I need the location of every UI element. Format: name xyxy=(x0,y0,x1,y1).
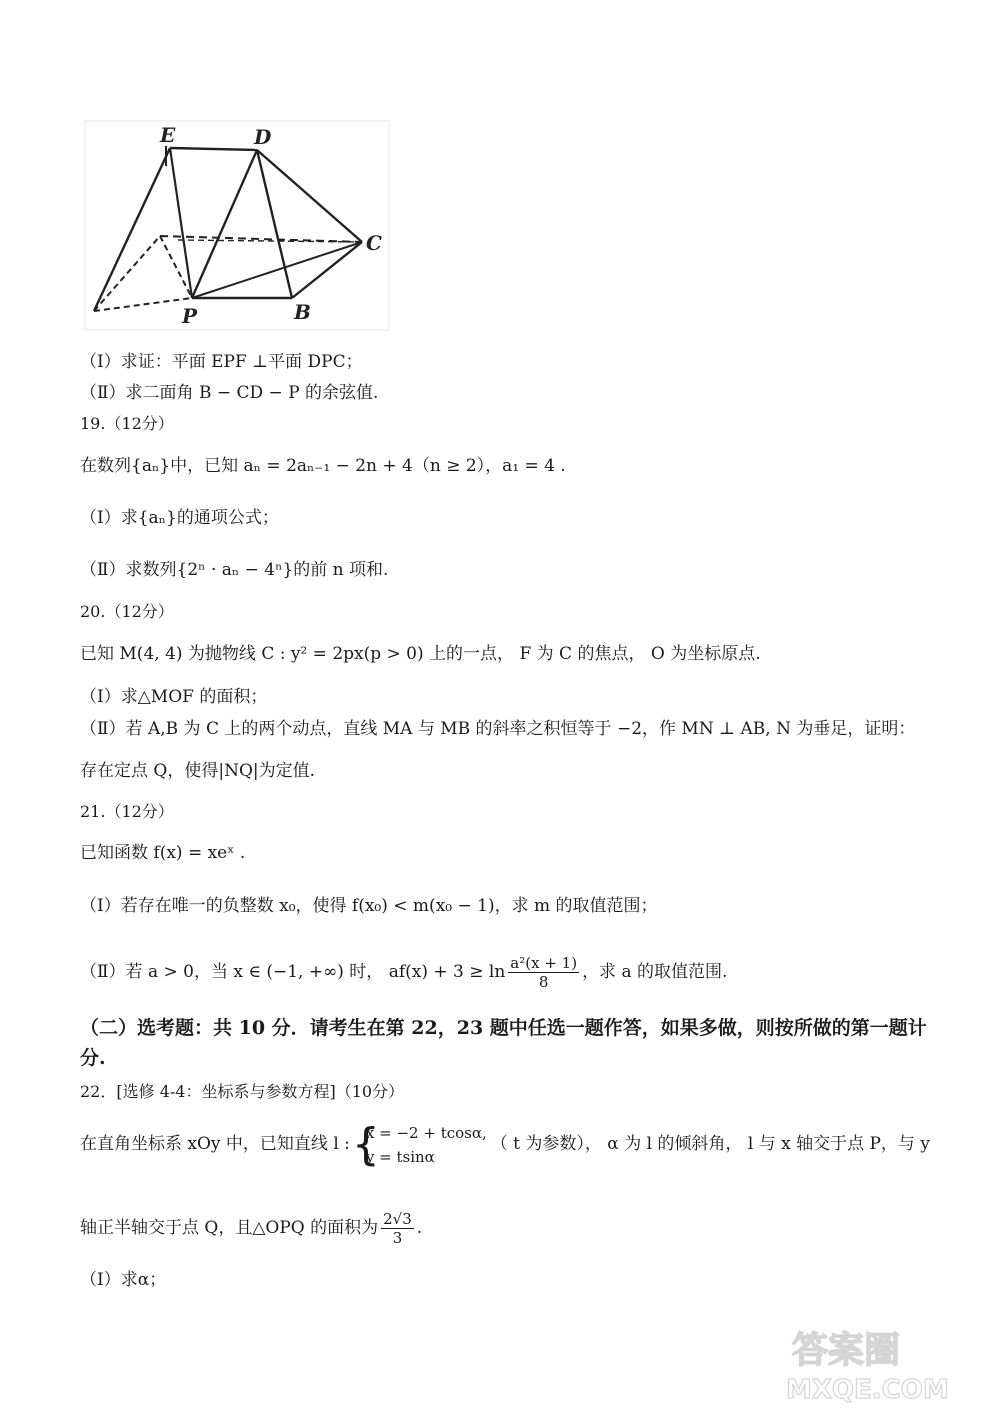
label-p: P xyxy=(182,304,198,328)
q21-part1: （Ⅰ）若存在唯一的负整数 x₀，使得 f(x₀) < m(x₀ − 1)，求 m 的取值范围； xyxy=(80,896,658,916)
label-c: C xyxy=(366,231,382,255)
label-b: B xyxy=(294,300,311,324)
q22-heading: 22．[选修 4-4：坐标系与参数方程]（10分） xyxy=(80,1082,405,1101)
q19-part1: （Ⅰ）求{aₙ}的通项公式； xyxy=(80,508,279,528)
q20-heading: 20.（12分） xyxy=(80,602,174,621)
watermark-top: 答案圈 xyxy=(792,1330,901,1371)
q18-part2: （Ⅱ）求二面角 B − CD − P 的余弦值. xyxy=(80,383,379,403)
watermark-logo xyxy=(772,1318,982,1406)
label-top-left: E xyxy=(160,123,176,147)
q22-stem-pre: 在直角坐标系 xOy 中，已知直线 l : xyxy=(80,1134,350,1154)
q22-stem2 xyxy=(80,1206,422,1250)
section2-title: （二）选考题：共 10 分．请考生在第 22，23 题中任选一题作答，如果多做，则按所做的第一题计分. xyxy=(80,1017,927,1069)
q21-heading: 21.（12分） xyxy=(80,802,174,821)
q22-eq1: { x = −2 + tcosα, xyxy=(365,1123,487,1142)
q19-part2: （Ⅱ）求数列{2ⁿ · aₙ − 4ⁿ}的前 n 项和. xyxy=(80,560,389,580)
q21-part2-post: ，求 a 的取值范围. xyxy=(582,962,728,982)
q20-part2b: 存在定点 Q，使得|NQ|为定值. xyxy=(80,761,316,781)
q21-fraction-num: a²(x + 1) xyxy=(510,954,578,972)
q21-part2-pre: （Ⅱ）若 a > 0，当 x ∈ (−1, +∞) 时， af(x) + 3 ≥ ln xyxy=(80,962,506,982)
q19-stem: 在数列{aₙ}中，已知 aₙ = 2aₙ₋₁ − 2n + 4（n ≥ 2），a₁ = 4 . xyxy=(80,456,566,476)
pyramid-figure xyxy=(82,118,392,333)
q21-stem: 已知函数 f(x) = xeˣ . xyxy=(80,843,246,863)
q20-stem: 已知 M(4, 4) 为抛物线 C : y² = 2px(p > 0) 上的一点， F 为 C 的焦点， O 为坐标原点. xyxy=(80,644,761,664)
q22-part1: （Ⅰ）求α； xyxy=(80,1270,167,1290)
q22-stem2-post: . xyxy=(416,1218,423,1238)
label-d: D xyxy=(254,125,272,149)
q22-area-fraction xyxy=(381,1210,414,1247)
q21-part2 xyxy=(80,950,727,994)
q18-part1: （Ⅰ）求证：平面 EPF ⊥平面 DPC； xyxy=(80,352,363,372)
q21-fraction xyxy=(508,954,579,991)
q22-eq2: y = tsinα xyxy=(365,1147,435,1166)
q20-part2a: （Ⅱ）若 A,B 为 C 上的两个动点，直线 MA 与 MB 的斜率之积恒等于 −2，作 MN ⊥ AB, N 为垂足，证明： xyxy=(80,719,916,739)
q21-fraction-den: 8 xyxy=(538,973,549,991)
q22-area-num: 2√3 xyxy=(383,1210,412,1228)
q22-stem-post: （ t 为参数）， α 为 l 的倾斜角， l 与 x 轴交于点 P，与 y xyxy=(490,1134,930,1154)
q22-stem2-pre: 轴正半轴交于点 Q，且△OPQ 的面积为 xyxy=(80,1218,379,1238)
watermark-bottom: MXQE.COM xyxy=(786,1375,949,1405)
q22-equation-system xyxy=(354,1121,487,1169)
q22-stem xyxy=(80,1118,930,1170)
q20-part1: （Ⅰ）求△MOF 的面积； xyxy=(80,687,268,707)
q22-area-den: 3 xyxy=(392,1229,403,1247)
q19-heading: 19.（12分） xyxy=(80,414,174,433)
